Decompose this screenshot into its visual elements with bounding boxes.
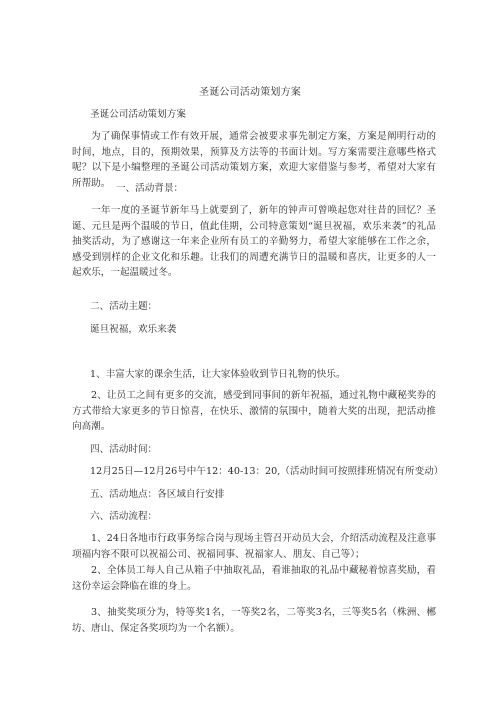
process-item-1: 1、24日各地市行政事务综合岗与现场主管召开动员大会，介绍活动流程及注意事项福内容不限可以祝福公司、祝福同事、祝福家人、朋友、自己等）； xyxy=(72,533,436,560)
section-heading-background: 一、活动背景： xyxy=(116,183,184,194)
section-heading-theme: 二、活动主题： xyxy=(90,301,158,312)
section-heading-location: 五、活动地点：各区域自行安排 xyxy=(90,489,225,500)
document-subtitle: 圣诞公司活动策划方案 xyxy=(90,109,186,120)
goal-item-1: 1、丰富大家的课余生活，让大家体验收到节日礼物的快乐。 xyxy=(90,369,346,380)
background-paragraph: 一年一度的圣诞节新年马上就要到了，新年的钟声可曾唤起您对往昔的回忆？圣诞、元旦是两个温暖的节日，值此佳期，公司特意策划“诞旦祝福，欢乐来袭”的礼品抽奖活动，为了感谢这一年来企业所有员工的辛勤努力，希望大家能够在工作之余，感受到别样的企业文化和乐趣。让我们的周遭充满节日的温暖和喜庆，让更多的人一起欢乐，一起温暖过冬。 xyxy=(72,205,436,278)
process-item-2: 2、全体员工每人自己从箱子中抽取礼品，看谁抽取的礼品中藏秘着惊喜奖励，看这份幸运会降临在谁的身上。 xyxy=(72,565,436,592)
time-text: 12月25日—12月26号中午12：40-13：20,（活动时间可按照排班情况有所变动） xyxy=(90,466,444,477)
process-item-3: 3、抽奖奖项分为，特等奖1名，一等奖2名，二等奖3名，三等奖5名（株洲、郴坊、唐山、保定各奖项均为一个名额）。 xyxy=(72,607,436,634)
section-heading-time: 四、活动时间： xyxy=(90,444,158,455)
theme-text: 诞旦祝福，欢乐来袭 xyxy=(90,324,177,335)
goal-item-2: 2、让员工之间有更多的交流，感受到同事间的新年祝福，通过礼物中藏秘奖券的方式带给大家更多的节日惊喜，在快乐、激情的氛围中，随着大奖的出现，把活动推向高潮。 xyxy=(72,390,436,432)
intro-paragraph: 为了确保事情或工作有效开展，通常会被要求事先制定方案，方案是阐明行动的时间，地点，目的，预期效果，预算及方法等的书面计划。写方案需要注意哪些格式呢？以下是小编整理的圣诞公司活动策划方案，欢迎大家借鉴与参考，希望对大家有所帮助。 xyxy=(72,131,436,189)
document-title: 圣诞公司活动策划方案 xyxy=(199,87,301,98)
section-heading-process: 六、活动流程： xyxy=(90,511,158,522)
